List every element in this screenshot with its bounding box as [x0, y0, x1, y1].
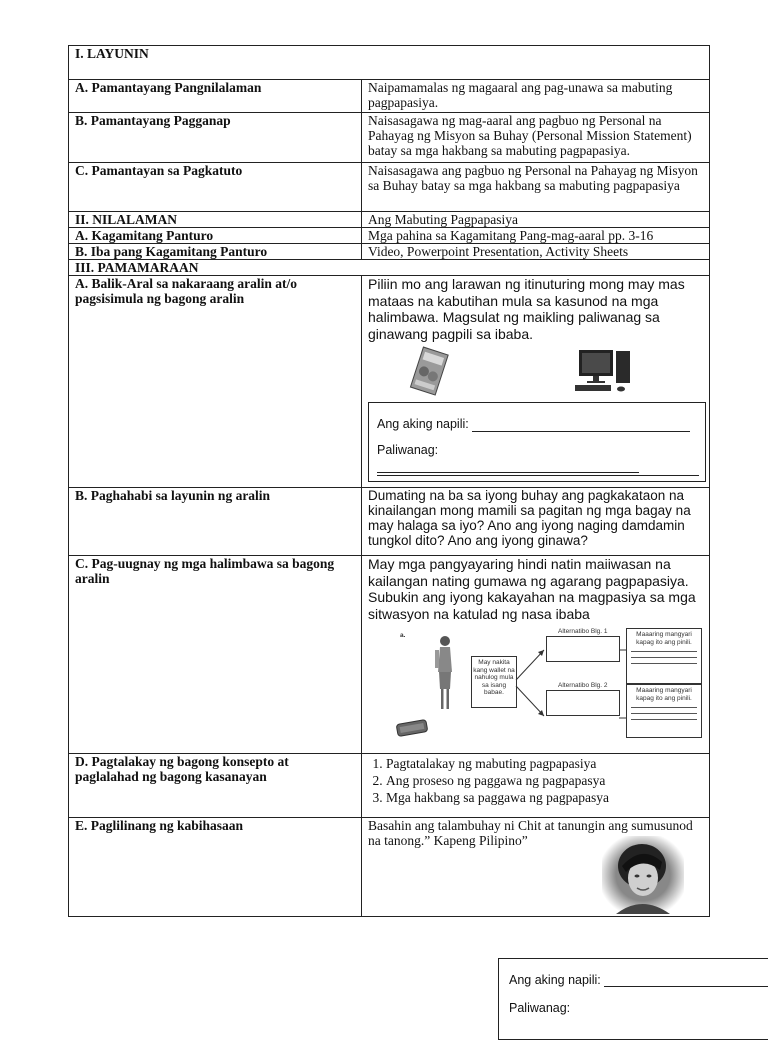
pamantayang-pangnilalaman-label: A. Pamantayang Pangnilalaman [69, 80, 362, 113]
woman-figure-icon [430, 634, 460, 714]
balik-aral-cell [362, 276, 710, 488]
paglilinang-label: E. Paglilinang ng kabihasaan [69, 818, 362, 917]
pagtalakay-cell [362, 754, 710, 818]
paguugnay-cell [362, 556, 710, 754]
kagamitang-panturo-text: Mga pahina sa Kagamitang Pang-mag-aaral pp. 3-16 [362, 228, 710, 244]
situation-box: May nakita kang wallet na nahulog mula sa isang babae. [471, 656, 517, 708]
bottom-answer-box [498, 958, 768, 1040]
pamamaraan-heading: III. PAMAMARAAN [69, 260, 710, 276]
pamantayan-pagkatuto-text: Naisasagawa ang pagbuo ng Personal na Pahayag ng Misyon sa Buhay batay sa mga hakbang sa mabuting pagpapasiya [362, 163, 710, 212]
paguugnay-label: C. Pag-uugnay ng mga halimbawa sa bagong aralin [69, 556, 362, 754]
paliwanag-blank-2[interactable] [377, 463, 699, 476]
book-icon [406, 346, 452, 398]
paglilinang-cell [362, 818, 710, 917]
alternative-2-box [546, 690, 620, 716]
kagamitang-panturo-label: A. Kagamitang Panturo [69, 228, 362, 244]
bottom-napili-label: Ang aking napili: [509, 973, 601, 987]
balik-aral-label: A. Balik-Aral sa nakaraang aralin at/o pagsisimula ng bagong aralin [69, 276, 362, 488]
napili-blank[interactable] [472, 431, 690, 432]
answer-box [368, 402, 706, 482]
pagtalakay-list [364, 755, 703, 806]
balik-aral-text: Piliin mo ang larawan ng itinuturing mong may mas mataas na kabutihan mula sa kasunod na mga halimbawa. Magsulat ng maikling paliwanag sa ginawang pagpili sa ibaba. [368, 276, 685, 342]
outcome-1-box [626, 628, 702, 684]
alternative-1-label: Alternatibo Blg. 1 [558, 628, 608, 635]
iba-pang-kagamitan-label: B. Iba pang Kagamitang Panturo [69, 244, 362, 260]
outcome-2-box [626, 684, 702, 738]
pagtalakay-label: D. Pagtalakay ng bagong konsepto at paglalahad ng bagong kasanayan [69, 754, 362, 818]
list-item: 2. Ang proseso ng paggawa ng pagpapasya [386, 772, 703, 789]
bottom-napili-blank[interactable] [604, 986, 768, 987]
outcome-2-text: Maaaring mangyari kapag ito ang pinili. [636, 687, 692, 702]
pamantayang-pagganap-text: Naisasagawa ng mag-aaral ang pagbuo ng Personal na Pahayag ng Misyon sa Buhay (Personal Mission Statement) batay sa mga hakbang sa mabuting pagpapasiya. [362, 113, 710, 163]
pamantayang-pagganap-label: B. Pamantayang Pagganap [69, 113, 362, 163]
paliwanag-label: Paliwanag: [377, 443, 439, 457]
bottom-paliwanag-label: Paliwanag: [509, 1001, 571, 1015]
decision-diagram [368, 626, 703, 746]
wallet-icon [394, 718, 430, 738]
paguugnay-text: May mga pangyayaring hindi natin maiiwasan na kailangan nating gumawa ng agarang pagpapasiya. Subukin ang iyong kakayahan na magpasiya sa mga sitwasyon na katulad ng nasa ibaba [368, 556, 696, 622]
diagram-letter: a. [400, 632, 406, 639]
paglilinang-text: Basahin ang talambuhay ni Chit at tanungin ang sumusunod na tanong.” Kapeng Pilipino” [368, 818, 693, 848]
computer-icon [573, 348, 635, 394]
pamantayan-pagkatuto-label: C. Pamantayan sa Pagkatuto [69, 163, 362, 212]
choice-images [368, 342, 709, 396]
lesson-plan-table [68, 45, 710, 917]
list-item: 3. Mga hakbang sa paggawa ng pagpapasya [386, 789, 703, 806]
nilalaman-text: Ang Mabuting Pagpapasiya [362, 212, 710, 228]
nilalaman-label: II. NILALAMAN [69, 212, 362, 228]
portrait-photo [602, 836, 684, 914]
paghahabi-label: B. Paghahabi sa layunin ng aralin [69, 488, 362, 556]
paghahabi-text: Dumating na ba sa iyong buhay ang pagkakataon na kinailangan mong mamili sa pagitan ng mga bagay na may halaga sa iyo? Ano ang iyong naging damdamin tungkol dito? Ano ang iyong ginawa? [362, 488, 710, 556]
iba-pang-kagamitan-text: Video, Powerpoint Presentation, Activity Sheets [362, 244, 710, 260]
layunin-heading: I. LAYUNIN [69, 46, 710, 80]
alternative-1-box [546, 636, 620, 662]
alternative-2-label: Alternatibo Blg. 2 [558, 682, 608, 689]
pamantayang-pangnilalaman-text: Naipamamalas ng magaaral ang pag-unawa sa mabuting pagpapasiya. [362, 80, 710, 113]
outcome-1-text: Maaaring mangyari kapag ito ang pinili. [636, 631, 692, 646]
list-item: 1. Pagtatalakay ng mabuting pagpapasiya [386, 755, 703, 772]
napili-label: Ang aking napili: [377, 417, 469, 431]
